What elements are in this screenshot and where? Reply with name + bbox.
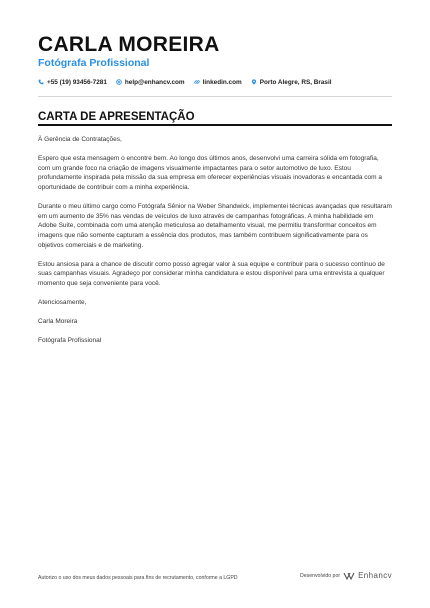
powered-by-text: Desenvolvido por — [299, 572, 341, 579]
contact-bar — [38, 77, 332, 87]
powered-by[interactable] — [300, 571, 392, 580]
contact-location — [251, 79, 332, 86]
consent-note: Autorizo o uso dos meus dados pessoais para fins de recrutamento, conforme a LGPD — [38, 575, 238, 581]
candidate-role: Fotógrafa Profissional — [38, 57, 150, 69]
location-text: Porto Alegre, RS, Brasil — [259, 78, 332, 86]
header-divider — [38, 96, 392, 97]
section-divider — [38, 124, 392, 126]
signature-name: Carla Moreira — [38, 318, 78, 326]
enhancv-logo-icon — [343, 572, 355, 580]
email-text[interactable]: help@enhancv.com — [124, 78, 185, 86]
at-sign-icon — [116, 79, 122, 85]
letter-salutation: À Gerência de Contratações, — [38, 136, 122, 143]
letter-body — [38, 135, 392, 356]
letter-paragraph-2: Durante o meu último cargo como Fotógrafa Sênior na Weber Shandwick, implementei técnicas avançadas que resultaram em um aumento de 35% nas vendas de veículos de luxo através de campanhas fotográficas. A minha habilidade em Adobe Suite, combinada com uma atenção meticulosa ao detalhamento visual, me permitiu transformar conceitos em imagens que não somente capturam a essência dos produtos, mas também contribuem significativamente para os objetivos comerciais e de marketing. — [38, 203, 392, 249]
phone-text: +55 (19) 93456-7281 — [47, 78, 107, 86]
contact-email[interactable] — [116, 79, 185, 86]
map-pin-icon — [251, 79, 257, 85]
linkedin-text[interactable]: linkedin.com — [202, 78, 242, 86]
contact-phone — [38, 79, 107, 86]
candidate-name: CARLA MOREIRA — [38, 33, 220, 56]
letter-closing: Atenciosamente, — [38, 299, 87, 307]
signature-role: Fotógrafa Profissional — [38, 337, 102, 345]
section-title: CARTA DE APRESENTAÇÃO — [38, 111, 195, 123]
contact-linkedin[interactable] — [194, 79, 242, 86]
letter-paragraph-3: Estou ansiosa para a chance de discutir como posso agregar valor à sua equipe e contribuir para o sucesso contínuo de suas campanhas visuais. Agradeço por considerar minha candidatura e estou disponível para uma entrevista a qualquer momento que seja conveniente para você. — [38, 260, 385, 287]
brand-name[interactable]: Enhancv — [358, 571, 392, 580]
link-icon — [194, 79, 200, 85]
letter-paragraph-1: Espero que esta mensagem o encontre bem. Ao longo dos últimos anos, desenvolvi uma carreira sólida em fotografia, com um grande foco na criação de imagens visualmente impactantes para o setor automotivo de luxo. Estou profundamente inspirada pela missão da sua empresa em oferecer experiências visuais inovadoras e encantada com a oportunidade de contribuir com a minha experiência. — [38, 155, 382, 191]
phone-icon — [38, 79, 44, 85]
